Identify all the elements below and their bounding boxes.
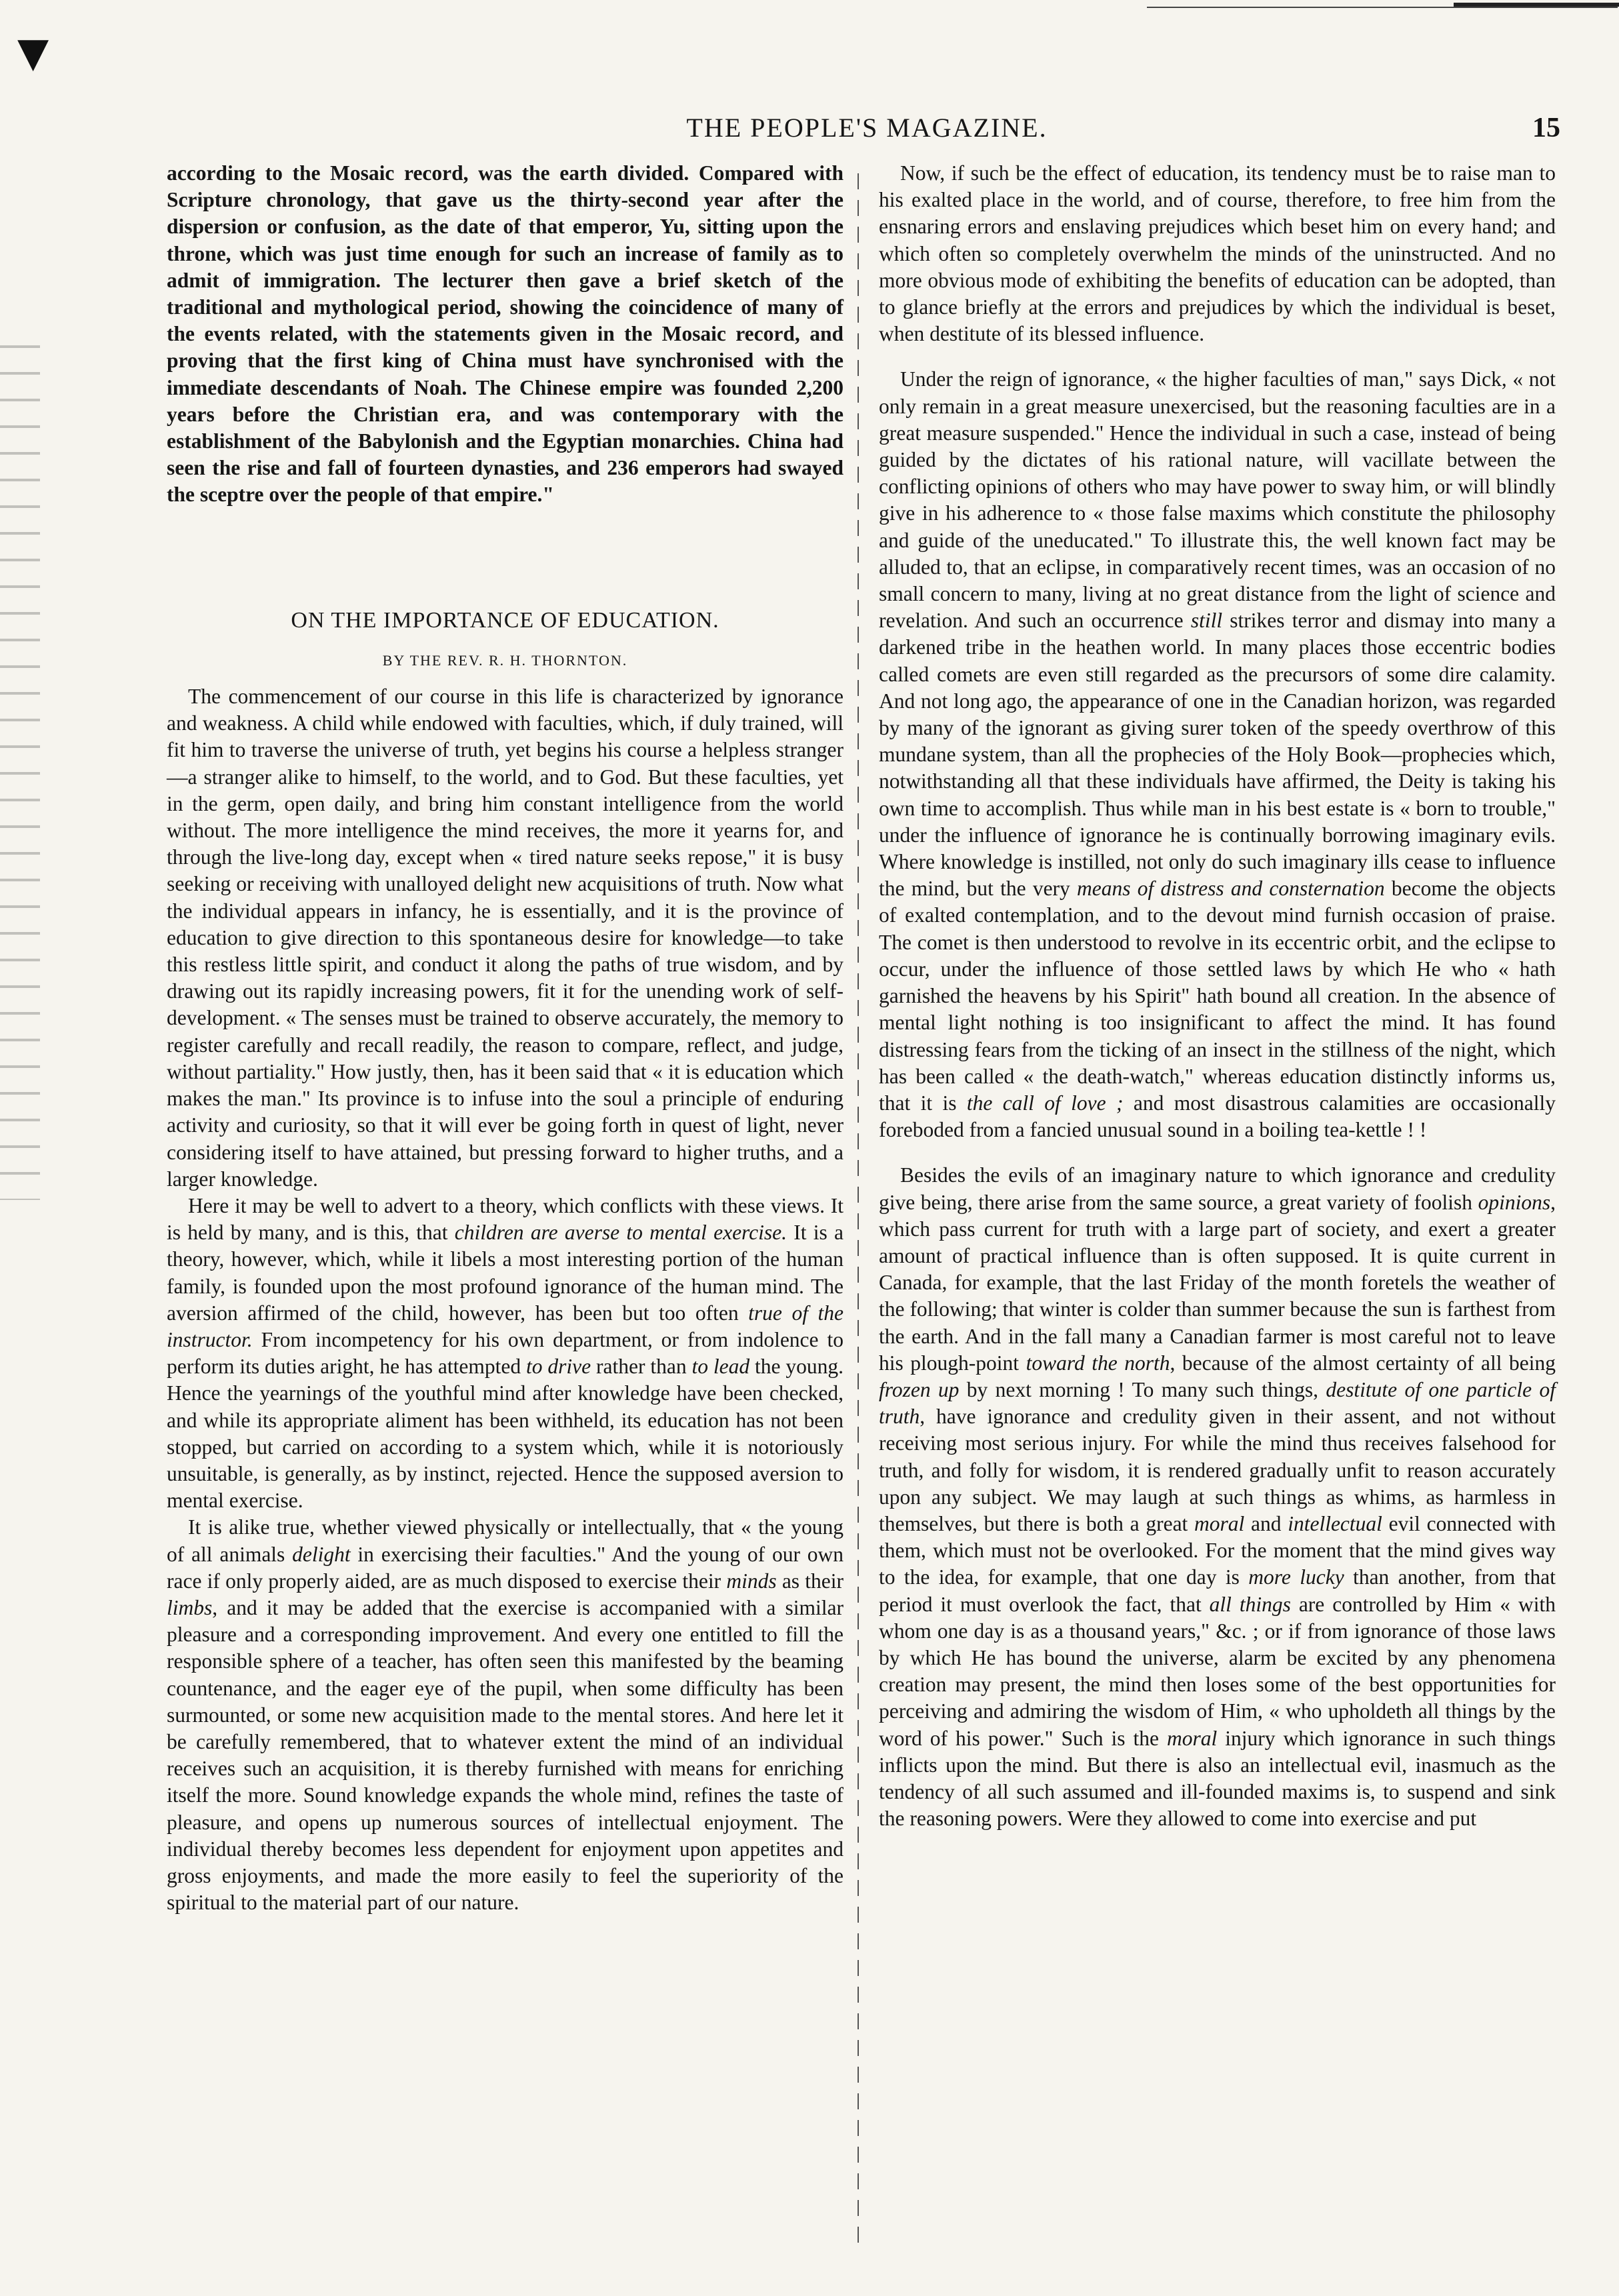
paragraph-1: The commencement of our course in this life is characterized by ignorance and weakness. A child while endowed with faculties, which, if duly trained, will fit him to traverse the universe of truth, yet begins his course a helpless stranger—a stranger alike to himself, to the world, and to God. But these faculties, yet in the germ, open daily, and bring him constant intelligence from the world without. The more intelligence the mind receives, the more it yearns for, and through the live-long day, except when « tired nature seeks repose," it is busy seeking or receiving with unalloyed delight new acquisitions of truth. Now what the individual appears in infancy, he is essentially, and it is the province of education to give direction to this spontaneous desire for knowledge—to take this restless little spirit, and conduct it along the paths of true wisdom, and by drawing out its rapidly increasing powers, fit it for the unending work of self-development. « The senses must be trained to observe accurately, the memory to register carefully and recall readily, the reason to compare, reflect, and judge, without partiality." How justly, then, has it been said that « it is education which makes the man." Its province is to infuse into the soul a principle of enduring activity and curiosity, so that it will ever be going forth in quest of light, never considering itself to have attained, but pressing forward to higher truths, and a larger knowledge. (167, 685, 844, 1191)
left-column (167, 160, 844, 1916)
column-divider (858, 173, 859, 2247)
page-edge-wear (0, 333, 40, 1200)
article-title: ON THE IMPORTANCE OF EDUCATION. (291, 607, 719, 633)
magazine-title: THE PEOPLE'S MAGAZINE. (686, 113, 1048, 143)
paragraph-3: It is alike true, whether viewed physically or intellectually, that « the young of all animals delight in exercising their faculties." And the young of our own race if only properly aided, are as much disposed to exercise their minds as their limbs, and it may be added that the exercise is accompanied with a similar pleasure and a corresponding improvement. And every one entitled to fill the responsible sphere of a teacher, has often seen this manifested by the beaming countenance, and the eager eye of the pupil, when some difficulty has been surmounted, or some new acquisition made to the mental stores. And here let it be carefully remembered, that to whatever extent the mind of an individual receives such an acquisition, it is thereby furnished with means for enriching itself the more. Sound knowledge expands the whole mind, refines the taste of pleasure, and opens up numerous sources of intellectual enjoyment. The individual thereby becomes less dependent for enjoyment upon appetites and gross enjoyments, and made the more easily to feel the superiority of the spiritual to the material part of our nature. (167, 1515, 844, 1915)
paragraph-2: Here it may be well to advert to a theory, which conflicts with these views. It is held by many, and is this, that children are averse to mental exercise. It is a theory, however, which, while it libels a most interesting portion of the human family, is founded upon the most profound ignorance of the human mind. The aversion affirmed of the child, however, has been but too often true of the instructor. From incompetency for his own department, or from indolence to perform its duties aright, he has attempted to drive rather than to lead the young. Hence the yearnings of the youthful mind after knowledge have been checked, and while its appropriate aliment has been withheld, its education has not been stopped, but carried on according to a system which, while it is notoriously unsuitable, is generally, as by instinct, rejected. Hence the supposed aversion to mental exercise. (167, 1193, 844, 1513)
intro-paragraph: according to the Mosaic record, was the earth divided. Compared with Scripture chronology, that gave us the thirty-second year after the dispersion or confusion, as the date of that emperor, Yu, sitting upon the throne, which was just time enough for such an increase of family as to admit of immigration. The lecturer then gave a brief sketch of the traditional and mythological period, showing the coincidence of many of the events related, with the statements given in the Mosaic record, and proving that the first king of China must have synchronised with the immediate descendants of Noah. The Chinese empire was founded 2,200 years before the Christian era, and was contemporary with the establishment of the Babylonish and the Egyptian monarchies. China had seen the rise and fall of fourteen dynasties, and 236 emperors had swayed the sceptre over the people of that empire." (167, 161, 844, 507)
top-thin-rule (1147, 7, 1618, 8)
paragraph-6: Besides the evils of an imaginary nature to which ignorance and credulity give being, there arise from the same source, a great variety of foolish opinions, which pass current for truth with a large part of society, and exert a greater amount of practical influence than is often supposed. It is quite current in Canada, for example, that the last Friday of the month foretels the weather of the following; that winter is colder than summer because the sun is farthest from the earth. And in the fall many a Canadian farmer is most careful not to leave his plough-point toward the north, because of the almost certainty of all being frozen up by next morning ! To many such things, destitute of one particle of truth, have ignorance and credulity given in their assent, and not without receiving most serious injury. For while the mind thus receives falsehood for truth, and folly for wisdom, it is rendered gradually unfit to reason accurately upon any subject. We may laugh at such things as whims, as harmless in themselves, but there is both a great moral and intellectual evil connected with them, which must not be overlooked. For the moment that the mind gives way to the idea, for example, that one day is more lucky than another, from that period it must overlook the fact, that all things are controlled by Him « with whom one day is as a thousand years," &c. ; or if from ignorance of those laws by which He has bound the universe, alarm be excited by any phenomena creation may present, the mind then loses some of the best opportunities for perceiving and admiring the wisdom of Him, « who upholdeth all things by the word of his power." Such is the moral injury which ignorance in such things inflicts upon the mind. But there is also an intellectual evil, inasmuch as the tendency of all such assumed and ill-founded maxims is, to suspend and sink the reasoning powers. Were they allowed to come into exercise and put (879, 1163, 1556, 1831)
article-byline: BY THE REV. R. H. THORNTON. (382, 651, 628, 669)
page-number: 15 (1532, 113, 1560, 143)
binding-mark: ▼ (7, 24, 60, 83)
paragraph-5: Under the reign of ignorance, « the higher faculties of man," says Dick, « not only remain in a great measure unexercised, but the reasoning faculties are in a great measure suspended." Hence the individual in such a case, instead of being guided by the dictates of his rational nature, will vacillate between the conflicting opinions of others who may have power to sway him, or will blindly give in his adherence to « those false maxims which constitute the philosophy and guide of the uneducated." To illustrate this, the well known fact may be alluded to, that an eclipse, in comparatively recent times, was an occasion of no small concern to many, living at no great distance from the light of science and revelation. And such an occurrence still strikes terror and dismay into many a darkened tribe in the heathen world. In many places those eccentric bodies called comets are even still regarded as the precursors of some dire calamity. And not long ago, the appearance of one in the Canadian horizon, was regarded by many of the ignorant as giving surer token of the speedy overthrow of this mundane system, than all the prophecies of the Holy Book—prophecies which, notwithstanding all that these individuals have affirmed, the Deity is taking his own time to accomplish. Thus while man in his best estate is « born to trouble," under the influence of ignorance he is continually borrowing imaginary evils. Where knowledge is instilled, not only do such imaginary ills cease to influence the mind, but the very means of distress and consternation become the objects of exalted contemplation, and to the devout mind furnish occasion of praise. The comet is then understood to revolve in its eccentric orbit, and the eclipse to occur, under the influence of those settled laws by which He who « hath garnished the heavens by his Spirit" hath bound all creation. In the absence of mental light nothing is too insignificant to affect the mind. It has found distressing fears from the ticking of an insect in the stillness of the night, which has been called « the death-watch," whereas education distinctly informs us, that it is the call of love ; and most disastrous calamities are occasionally foreboded from a fancied unusual sound in a boiling tea-kettle ! ! (879, 367, 1556, 1142)
right-column (879, 160, 1556, 1832)
paragraph-4: Now, if such be the effect of education, its tendency must be to raise man to his exalted place in the world, and of course, therefore, to free him from the ensnaring errors and enslaving prejudices which beset him on every hand; and which often so completely overwhelm the minds of the uninstructed. And no more obvious mode of exhibiting the benefits of education can be adopted, than to glance briefly at the errors and prejudices by which the individual is beset, when destitute of its blessed influence. (879, 161, 1556, 346)
running-header (173, 112, 1560, 152)
